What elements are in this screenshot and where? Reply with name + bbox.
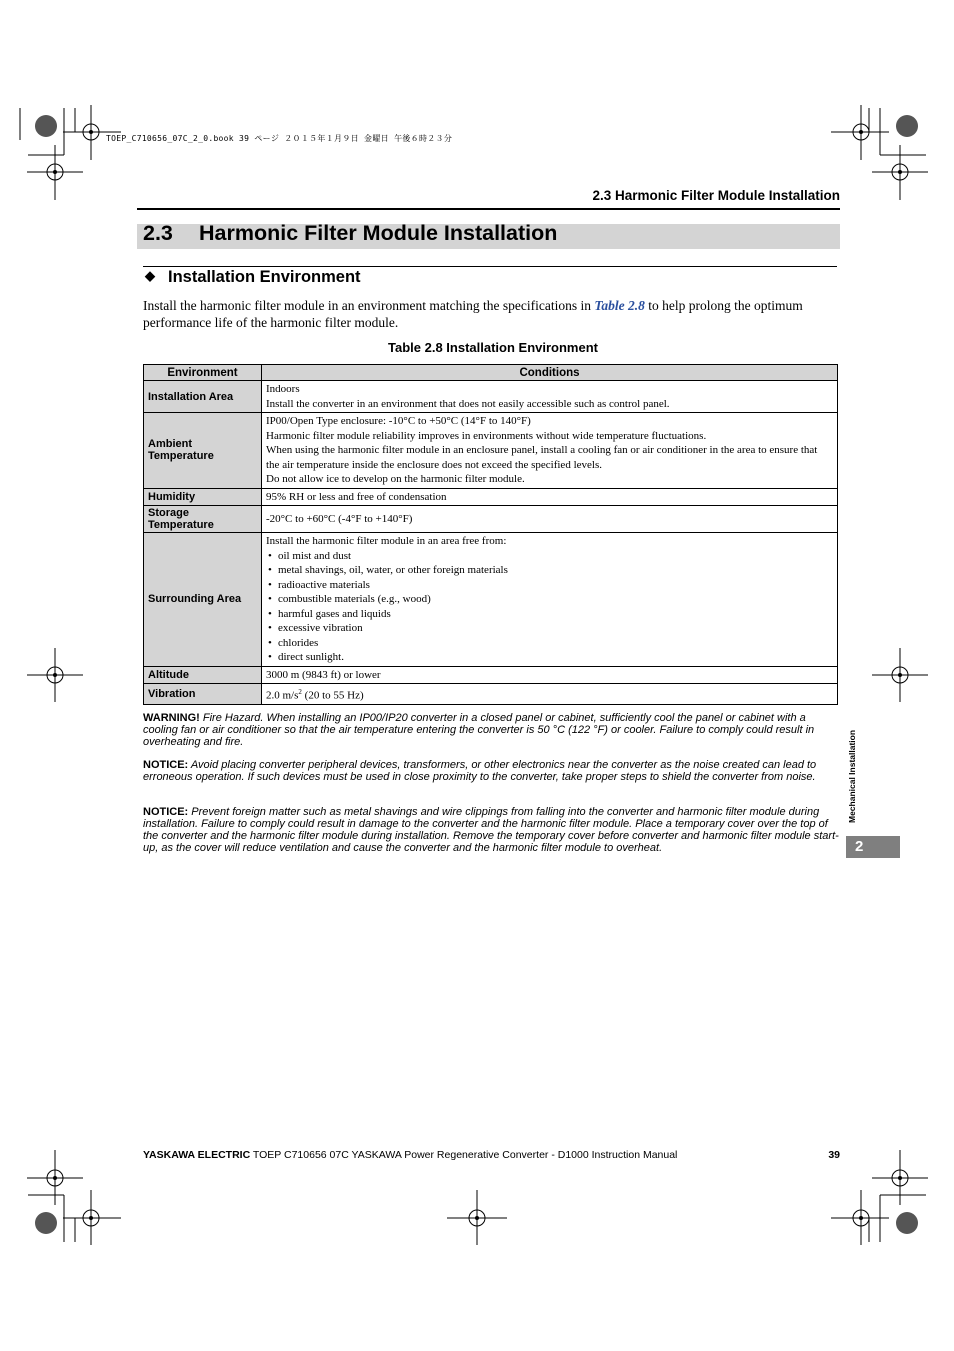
column-header-conditions: Conditions (262, 365, 838, 381)
environment-cell: Storage Temperature (144, 506, 262, 533)
footer-text: TOEP C710656 07C YASKAWA Power Regenerative Converter - D1000 Instruction Manual (250, 1149, 678, 1161)
condition-bullet-item: • radioactive materials (266, 578, 833, 593)
footer-brand: YASKAWA ELECTRIC (143, 1149, 251, 1161)
table-caption: Table 2.8 Installation Environment (388, 340, 598, 355)
notice-label: NOTICE: (143, 759, 189, 771)
environment-cell: Ambient Temperature (144, 413, 262, 489)
vibration-range-text: (20 to 55 Hz) (301, 689, 364, 702)
section-rule (137, 208, 840, 210)
condition-bullet-item: • chlorides (266, 636, 833, 651)
page-number: 39 (828, 1149, 840, 1161)
conditions-cell (262, 488, 838, 506)
running-header: 2.3 Harmonic Filter Module Installation (592, 188, 840, 203)
subsection-rule (143, 266, 837, 267)
condition-bullet-item: • excessive vibration (266, 621, 833, 636)
condition-line: 3000 m (9843 ft) or lower (266, 668, 381, 681)
warning-text: Fire Hazard. When installing an IP00/IP20 converter in a closed panel or cabinet, sufficiently cool the panel or cabinet with a cooling fan or air conditioner so that the air temperature entering the converter is 50 °C (122 °F) or cooler. Failure to comply could result in overheating and fire. (143, 712, 815, 748)
subsection-title (145, 268, 361, 287)
condition-line: Do not allow ice to develop on the harmonic filter module. (266, 473, 525, 485)
table-row (144, 684, 838, 705)
table-row (144, 488, 838, 506)
installation-environment-table (143, 364, 838, 705)
table-row (144, 533, 838, 667)
vibration-exponent: 2 (298, 688, 302, 696)
condition-bullet-item: • combustible materials (e.g., wood) (266, 592, 833, 607)
conditions-cell (262, 413, 838, 489)
condition-line: -20°C to +60°C (-4°F to +140°F) (266, 512, 413, 525)
table-2-8-link[interactable]: Table 2.8 (594, 298, 645, 313)
environment-cell: Humidity (144, 488, 262, 506)
conditions-cell (262, 684, 838, 705)
warning-label: WARNING! (143, 712, 200, 724)
condition-bullet-item: • oil mist and dust (266, 549, 833, 564)
condition-line: 95% RH or less and free of condensation (266, 490, 447, 503)
section-number: 2.3 (143, 221, 173, 245)
subsection-title-text: Installation Environment (168, 268, 361, 286)
condition-bullet-item: • harmful gases and liquids (266, 607, 833, 622)
environment-cell: Vibration (144, 684, 262, 705)
conditions-cell (262, 666, 838, 684)
print-filename: TOEP_C710656_07C_2_0.book 39 ページ ２０１５年１月９日 金曜日 午後６時２３分 (106, 134, 453, 143)
column-header-environment: Environment (144, 365, 262, 381)
conditions-cell (262, 533, 838, 667)
condition-line: IP00/Open Type enclosure: -10°C to +50°C (14°F to 140°F) (266, 415, 531, 427)
chapter-tab-number: 2 (846, 836, 900, 858)
environment-cell: Installation Area (144, 381, 262, 413)
table-row (144, 506, 838, 533)
table-header-row (144, 365, 838, 381)
notice-note-foreign-matter (143, 806, 840, 854)
table-row (144, 666, 838, 684)
table-row (144, 381, 838, 413)
notice-note-noise (143, 759, 840, 783)
vibration-value-text: 2.0 m/s (266, 689, 299, 702)
conditions-cell (262, 381, 838, 413)
environment-cell: Surrounding Area (144, 533, 262, 667)
conditions-cell (262, 506, 838, 533)
warning-note (143, 712, 840, 748)
intro-paragraph (143, 298, 843, 331)
intro-text-before: Install the harmonic filter module in an environment matching the specifications in (143, 298, 595, 313)
notice-text: Prevent foreign matter such as metal shavings and wire clippings from falling into the converter and harmonic filter module during installation. Failure to comply could result in damage to the converter and the harmonic filter module. Place a temporary cover over the top of the converter and the harmonic filter module during installation. Remove the temporary cover before converter and harmonic filter module start-up, as the cover will reduce ventilation and cause the converter and the harmonic filter module to overheat. (143, 806, 839, 854)
condition-line: Harmonic filter module reliability improves in environments without wide temperature fluctuations. (266, 429, 707, 442)
chapter-tab-label: Mechanical Installation (847, 729, 857, 823)
condition-line: When using the harmonic filter module in an enclosure panel, install a cooling fan or air conditioner in the area to ensure that the air temperature inside the enclosure does not exceed the specified levels. (266, 444, 818, 471)
environment-cell: Altitude (144, 666, 262, 684)
intro-text-after: to help prolong the optimum performance life of the harmonic filter module. (143, 298, 803, 330)
diamond-bullet-icon: ◆ (145, 268, 155, 283)
page-footer (143, 1149, 677, 1161)
table-body (144, 381, 838, 705)
table-row (144, 413, 838, 489)
notice-label: NOTICE: (143, 806, 189, 818)
condition-bullet-item: • metal shavings, oil, water, or other foreign materials (266, 563, 833, 578)
condition-bullet-item: • direct sunlight. (266, 650, 833, 665)
vibration-value (266, 685, 833, 703)
notice-text: Avoid placing converter peripheral devices, transformers, or other electronics near the converter as the noise created can lead to erroneous operation. If such devices must be used in close proximity to the converter, take proper steps to shield the converter from noise. (143, 759, 817, 783)
section-title (143, 221, 557, 246)
condition-line: Install the harmonic filter module in an area free from: (266, 535, 507, 547)
condition-line: Install the converter in an environment that does not easily accessible such as control panel. (266, 397, 670, 410)
condition-line: Indoors (266, 383, 300, 395)
section-title-text: Harmonic Filter Module Installation (199, 221, 558, 245)
